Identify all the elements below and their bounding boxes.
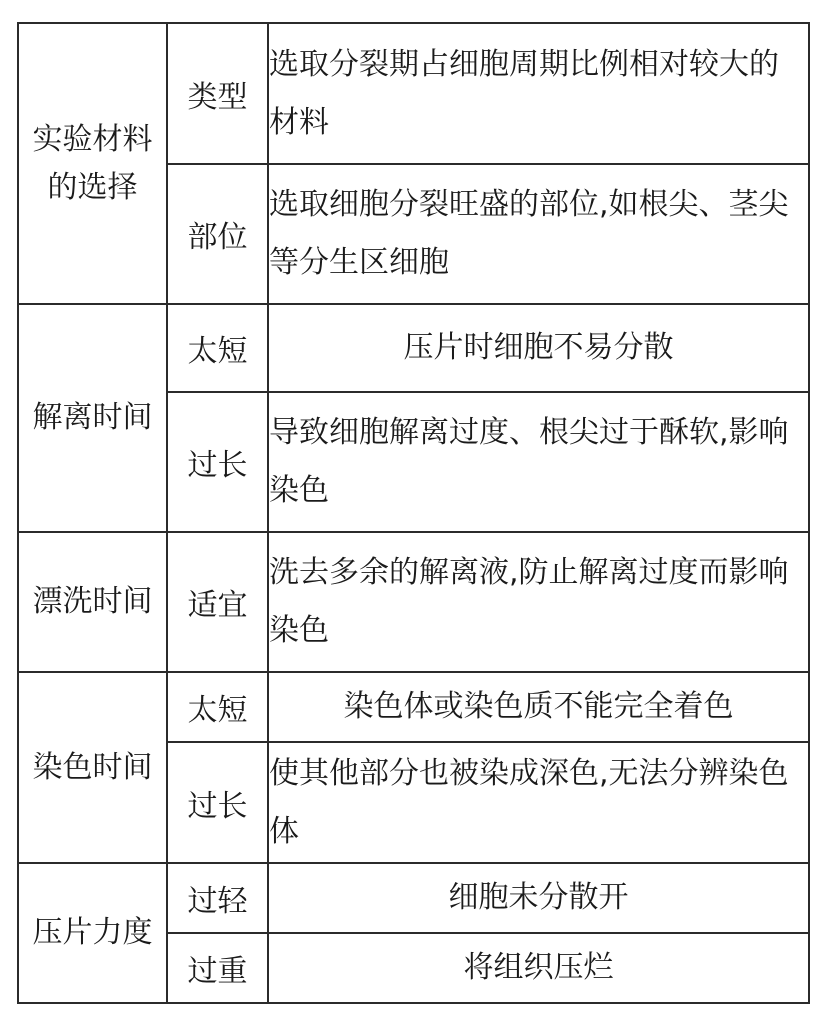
table-row bbox=[18, 863, 809, 933]
aspect-cell: 过重 bbox=[167, 933, 268, 1003]
aspect-cell: 太短 bbox=[167, 672, 268, 742]
detail-cell: 使其他部分也被染成深色,无法分辨染色体 bbox=[268, 742, 809, 863]
detail-cell: 染色体或染色质不能完全着色 bbox=[268, 672, 809, 742]
detail-cell: 导致细胞解离过度、根尖过于酥软,影响染色 bbox=[268, 392, 809, 532]
aspect-cell: 类型 bbox=[167, 23, 268, 164]
aspect-cell: 过轻 bbox=[167, 863, 268, 933]
category-cell: 解离时间 bbox=[18, 304, 167, 532]
category-cell: 染色时间 bbox=[18, 672, 167, 863]
category-cell: 压片力度 bbox=[18, 863, 167, 1003]
table-row bbox=[18, 672, 809, 742]
aspect-cell: 过长 bbox=[167, 742, 268, 863]
category-label-line2: 的选择 bbox=[47, 169, 138, 205]
experiment-notes-table bbox=[17, 22, 810, 1004]
table-row bbox=[18, 532, 809, 672]
aspect-cell: 部位 bbox=[167, 164, 268, 304]
category-cell: 漂洗时间 bbox=[18, 532, 167, 672]
detail-cell: 压片时细胞不易分散 bbox=[268, 304, 809, 392]
aspect-cell: 太短 bbox=[167, 304, 268, 392]
aspect-cell: 适宜 bbox=[167, 532, 268, 672]
detail-cell: 选取分裂期占细胞周期比例相对较大的材料 bbox=[268, 23, 809, 164]
detail-cell: 细胞未分散开 bbox=[268, 863, 809, 933]
category-label-line1: 实验材料 bbox=[32, 121, 153, 157]
aspect-cell: 过长 bbox=[167, 392, 268, 532]
table-row bbox=[18, 23, 809, 164]
detail-cell: 洗去多余的解离液,防止解离过度而影响染色 bbox=[268, 532, 809, 672]
category-cell bbox=[18, 23, 167, 304]
detail-cell: 选取细胞分裂旺盛的部位,如根尖、茎尖等分生区细胞 bbox=[268, 164, 809, 304]
table-row bbox=[18, 304, 809, 392]
detail-cell: 将组织压烂 bbox=[268, 933, 809, 1003]
